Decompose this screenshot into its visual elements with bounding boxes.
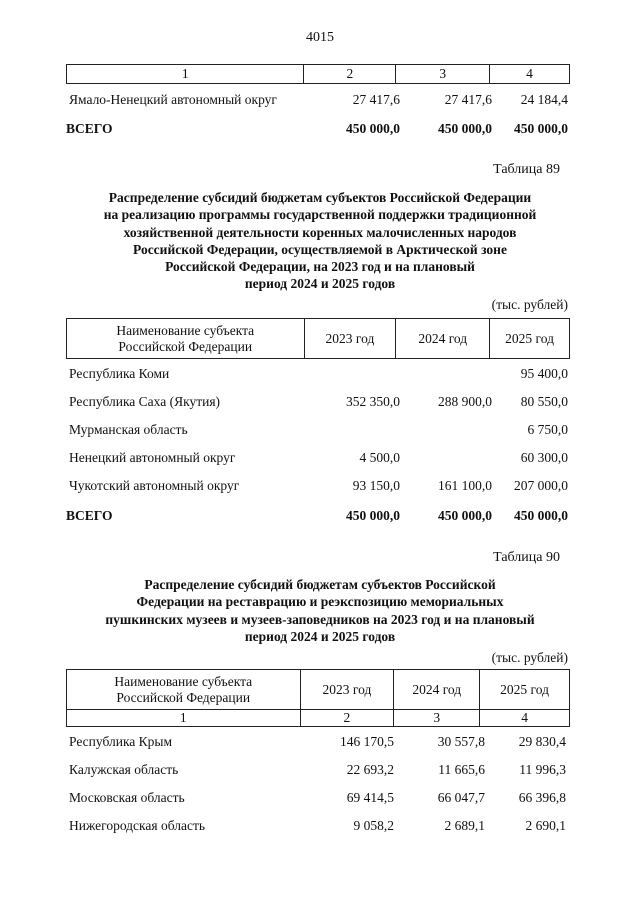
column-number: 1 <box>67 65 304 84</box>
value-2024: 66 047,7 <box>437 790 485 805</box>
table-90-title: Распределение субсидий бюджетам субъектов Российской Федерации на реставрацию и реэкспозицию мемориальных пушкинских музеев и музеев-заповедников на 2023 год и на плановый период 2024 и 2025 годов <box>105 577 535 644</box>
table-90-label: Таблица 90 <box>493 550 560 565</box>
total-2024: 450 000,0 <box>438 508 492 523</box>
value-2023: 146 170,5 <box>340 734 394 749</box>
header-2023: 2023 год <box>304 319 396 359</box>
value-2025: 11 996,3 <box>519 762 566 777</box>
header-region: Наименование субъекта Российской Федерации <box>67 319 305 359</box>
header-2023: 2023 год <box>300 670 394 710</box>
region-name: Нижегородская область <box>69 818 206 833</box>
value-2025: 95 400,0 <box>520 366 568 381</box>
table-row <box>66 422 570 442</box>
header-2024: 2024 год <box>396 319 490 359</box>
total-2025: 450 000,0 <box>514 508 568 523</box>
value-2024: 288 900,0 <box>438 394 492 409</box>
region-name: Московская область <box>69 790 185 805</box>
column-number: 2 <box>300 710 394 727</box>
value-2025: 207 000,0 <box>514 478 568 493</box>
table-89-unit: (тыс. рублей) <box>491 297 568 312</box>
value-2023: 27 417,6 <box>352 92 400 107</box>
total-label: ВСЕГО <box>66 508 113 523</box>
total-2023: 450 000,0 <box>346 121 400 136</box>
region-name: Калужская область <box>69 762 179 777</box>
total-2025: 450 000,0 <box>514 121 568 136</box>
page-number: 4015 <box>306 30 334 45</box>
table-row <box>66 394 570 414</box>
table-89-label: Таблица 89 <box>493 162 560 177</box>
value-2025: 2 690,1 <box>525 818 566 833</box>
table-row <box>66 762 570 782</box>
total-2023: 450 000,0 <box>346 508 400 523</box>
region-name: Ямало-Ненецкий автономный округ <box>69 92 277 107</box>
total-row <box>66 121 570 141</box>
value-2023: 93 150,0 <box>352 478 400 493</box>
table-row <box>66 92 570 112</box>
value-2024: 161 100,0 <box>438 478 492 493</box>
value-2024: 2 689,1 <box>444 818 485 833</box>
header-region: Наименование субъекта Российской Федерации <box>67 670 301 710</box>
value-2023: 4 500,0 <box>359 450 400 465</box>
value-2025: 29 830,4 <box>518 734 566 749</box>
value-2025: 6 750,0 <box>527 422 568 437</box>
column-number: 3 <box>394 710 480 727</box>
region-name: Республика Саха (Якутия) <box>69 394 221 409</box>
table-90-unit: (тыс. рублей) <box>491 650 568 665</box>
region-name: Ненецкий автономный округ <box>69 450 236 465</box>
total-row <box>66 508 570 528</box>
value-2025: 80 550,0 <box>520 394 568 409</box>
table-90-header <box>66 669 570 727</box>
value-2024: 30 557,8 <box>437 734 485 749</box>
region-name: Республика Крым <box>69 734 173 749</box>
table-row <box>66 790 570 810</box>
table-row <box>66 734 570 754</box>
column-number: 3 <box>396 65 490 84</box>
column-number: 4 <box>490 65 570 84</box>
value-2023: 9 058,2 <box>353 818 394 833</box>
table-row <box>66 818 570 838</box>
table-89-title: Распределение субсидий бюджетам субъектов Российской Федерации на реализацию программы государственной поддержки традиционной хозяйственной деятельности коренных малочисленных народов Российской Федерации, осуществляемой в Арктической зоне Российской Федерации, на 2023 год и на плановый период 2024 и 2025 годов <box>103 190 537 292</box>
value-2025: 60 300,0 <box>520 450 568 465</box>
region-name: Чукотский автономный округ <box>69 478 240 493</box>
value-2025: 66 396,8 <box>518 790 566 805</box>
region-name: Республика Коми <box>69 366 170 381</box>
value-2023: 22 693,2 <box>346 762 394 777</box>
column-number: 4 <box>480 710 570 727</box>
value-2024: 11 665,6 <box>438 762 485 777</box>
table-89-header <box>66 318 570 359</box>
total-label: ВСЕГО <box>66 121 113 136</box>
table-row <box>66 366 570 386</box>
total-2024: 450 000,0 <box>438 121 492 136</box>
header-2025: 2025 год <box>480 670 570 710</box>
table-row <box>66 478 570 498</box>
value-2023: 69 414,5 <box>346 790 394 805</box>
value-2025: 24 184,4 <box>520 92 568 107</box>
value-2023: 352 350,0 <box>346 394 400 409</box>
region-name: Мурманская область <box>69 422 188 437</box>
column-number: 1 <box>67 710 301 727</box>
header-2025: 2025 год <box>490 319 570 359</box>
header-2024: 2024 год <box>394 670 480 710</box>
table-row <box>66 450 570 470</box>
value-2024: 27 417,6 <box>444 92 492 107</box>
column-number: 2 <box>304 65 396 84</box>
top-numbering-header <box>66 64 570 84</box>
